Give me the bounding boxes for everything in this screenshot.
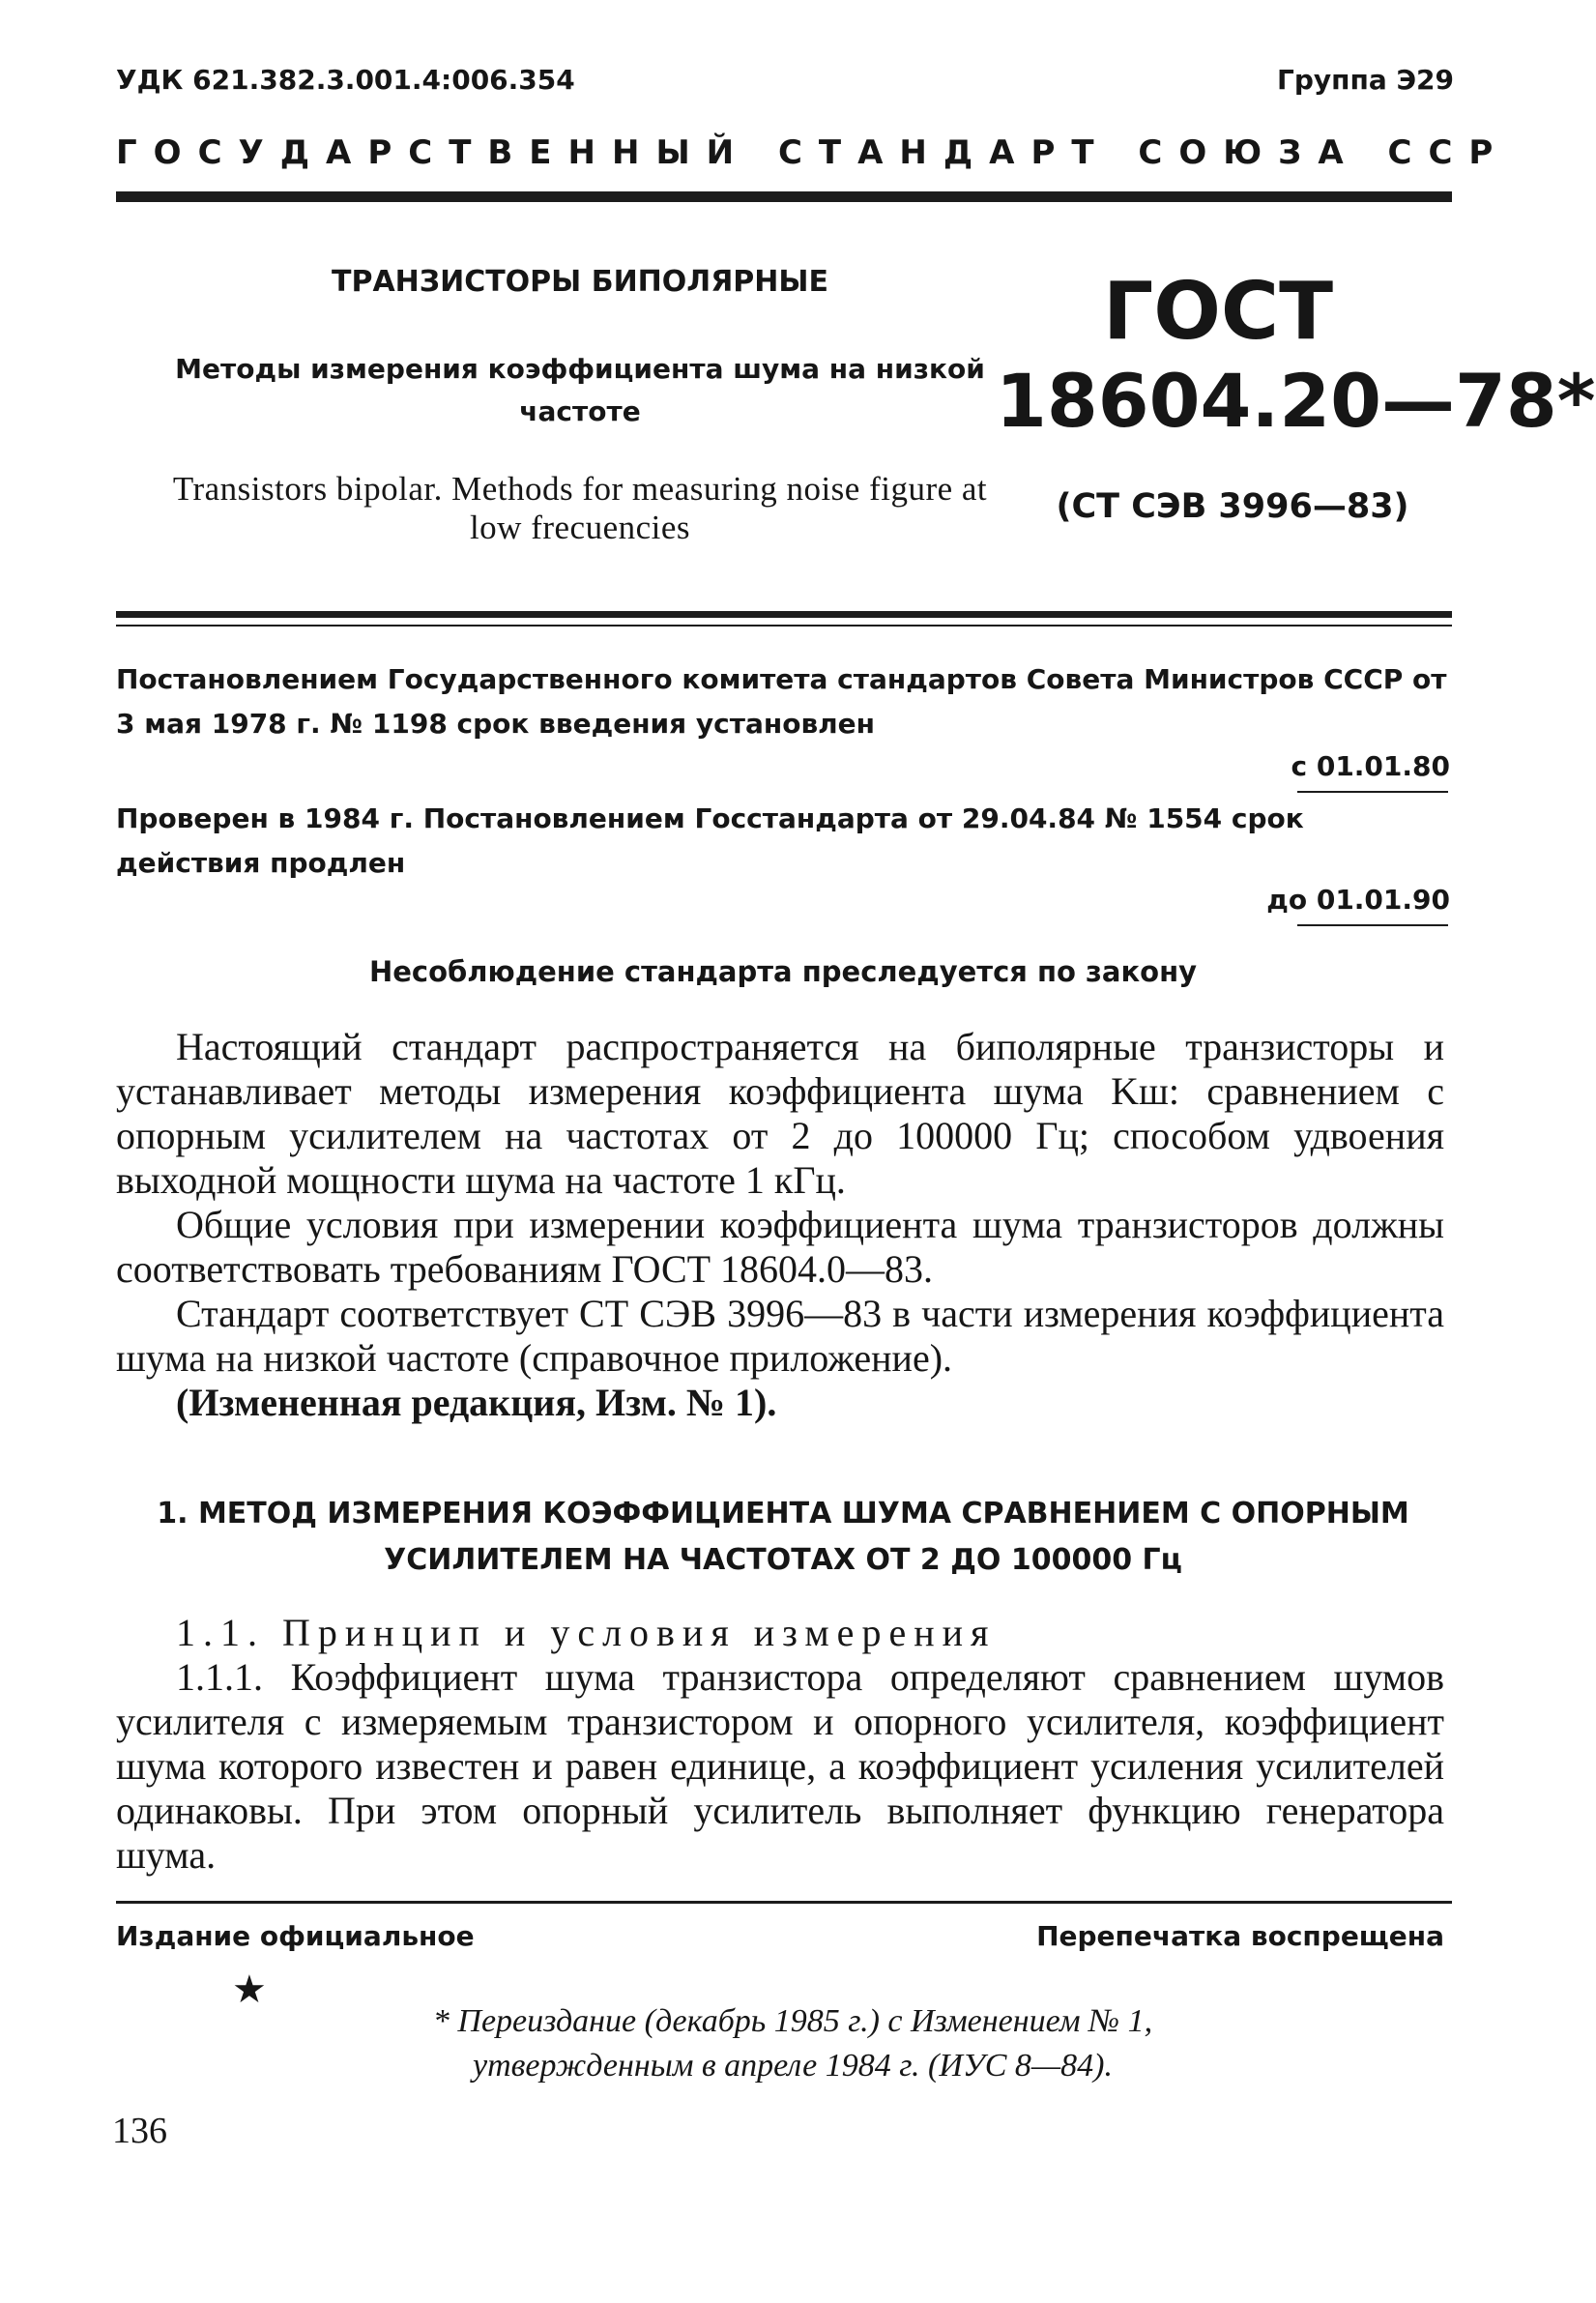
sev-reference: (СТ СЭВ 3996—83) [1056, 487, 1409, 526]
header-rule [116, 191, 1452, 202]
subsection-heading: 1.1. Принцип и условия измерения [176, 1611, 997, 1654]
body-intro [116, 1025, 1444, 1425]
date-underline [1297, 791, 1448, 793]
decree-text: Постановлением Государственного комитета стандартов Совета Министров СССР от 3 мая 1978 г. № 1198 срок введения установлен [116, 663, 1447, 740]
gost-number: 18604.20—78* [996, 358, 1596, 444]
law-notice: Несоблюдение стандарта преследуется по закону [368, 955, 1198, 988]
date-underline-2 [1297, 924, 1448, 926]
extension-date: до 01.01.90 [1266, 884, 1450, 916]
section-1-heading: 1. МЕТОД ИЗМЕРЕНИЯ КОЭФФИЦИЕНТА ШУМА СРАВНЕНИЕМ С ОПОРНЫМ УСИЛИТЕЛЕМ НА ЧАСТОТАХ ОТ 2 ДО 100000 Гц [157, 1497, 1409, 1577]
star-icon: ★ [232, 1968, 267, 2011]
section-1-body [116, 1611, 1444, 1878]
introduction-date: с 01.01.80 [1291, 750, 1450, 782]
official-edition: Издание официальное [116, 1920, 475, 1952]
edit-note: (Измененная редакция, Изм. № 1). [176, 1381, 777, 1424]
reprint-notice: Перепечатка воспрещена [1036, 1920, 1444, 1952]
body-paragraph-conditions: Общие условия при измерении коэффициента шума транзисторов должны соответствовать требованиям ГОСТ 18604.0—83. [116, 1203, 1444, 1291]
page-number: 136 [112, 2111, 167, 2151]
body-paragraph-sev: Стандарт соответствует СТ СЭВ 3996—83 в части измерения коэффициента шума на низкой частоте (справочное приложение). [116, 1292, 1444, 1380]
paragraph-1-1-1: 1.1.1. Коэффициент шума транзистора определяют сравнением шумов усилителя с измеряемым транзистором и опорного усилителя, коэффициент шума которого известен и равен единице, а коэффициент усиления усилителей одинаковы. При этом опорный усилитель выполняет функцию генератора шума. [116, 1655, 1444, 1877]
udk-code: УДК 621.382.3.001.4:006.354 [116, 64, 575, 96]
title-rule [116, 611, 1452, 618]
body-paragraph-scope: Настоящий стандарт распространяется на биполярные транзисторы и устанавливает методы измерения коэффициента шума Kш: сравнением с опорным усилителем на частотах от 2 до 100000 Гц; способом удвоения выходной мощности шума на частоте 1 кГц. [116, 1025, 1444, 1202]
title-rule-thin [116, 625, 1452, 627]
reissue-footnote: * Переиздание (декабрь 1985 г.) с Изменением № 1, утвержденным в апреле 1984 г. (ИУС 8—84). [432, 2003, 1153, 2084]
subtitle-russian: Методы измерения коэффициента шума на низкой частоте [175, 353, 985, 427]
group-code: Группа Э29 [1277, 64, 1454, 96]
title-english: Transistors bipolar. Methods for measuring noise figure at low frecuencies [172, 470, 988, 546]
gost-label: ГОСТ [1102, 266, 1334, 358]
state-standard-banner: ГОСУДАРСТВЕННЫЙ СТАНДАРТ СОЮЗА ССР [116, 133, 1510, 172]
footer-rule [116, 1901, 1452, 1904]
revision-text: Проверен в 1984 г. Постановлением Госстандарта от 29.04.84 № 1554 срок действия продлен [116, 802, 1304, 879]
title-russian: ТРАНЗИСТОРЫ БИПОЛЯРНЫЕ [332, 265, 828, 299]
